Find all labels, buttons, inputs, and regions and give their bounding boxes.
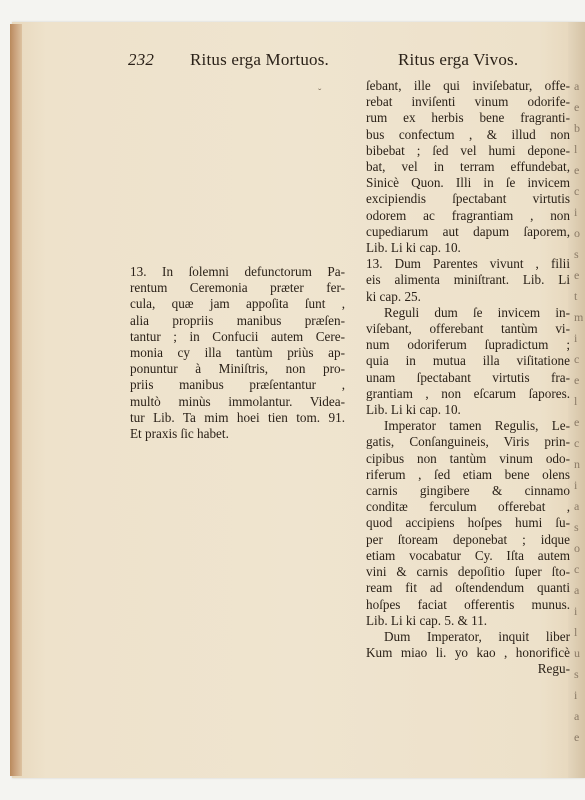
bleed-letter: e xyxy=(574,163,580,177)
text-line: hoſpes faciat offerentis munus. xyxy=(366,596,570,612)
bleed-through-edge-text xyxy=(574,80,584,752)
text-line: Imperator tamen Regulis, Le- xyxy=(384,418,570,434)
text-line: tur Lib. Ta mim hoei tien tom. 91. xyxy=(130,409,345,425)
bleed-letter: a xyxy=(574,79,580,93)
bleed-letter: o xyxy=(574,541,580,555)
bleed-letter: u xyxy=(574,646,580,660)
text-line: Sinicè Quon. Illi in ſe invicem xyxy=(366,175,570,191)
bleed-letter: s xyxy=(574,520,579,534)
text-line: grantiam , non eſcarum ſapores. xyxy=(366,385,570,401)
page-number: 232 xyxy=(128,50,155,69)
text-line: Lib. Li ki cap. 10. xyxy=(366,402,461,418)
paragraph-imperator xyxy=(366,418,570,629)
text-line: per ſtoream deponebat ; idque xyxy=(366,531,570,547)
text-line: quia in mutua illa viſitatione xyxy=(366,353,570,369)
text-line: num odoriferum ſupradictum ; xyxy=(366,337,570,353)
text-line: carnis gingibere & cinnamo xyxy=(366,483,570,499)
bleed-letter: s xyxy=(574,247,579,261)
bleed-letter: l xyxy=(574,394,578,408)
text-line: vini & carnis depoſitio ſuper ſto- xyxy=(366,564,570,580)
left-column-text xyxy=(130,264,345,442)
bleed-letter: e xyxy=(574,373,580,387)
text-line: multò minùs immolantur. Videa- xyxy=(130,393,345,409)
paragraph-13-parents xyxy=(366,256,570,305)
bleed-letter: e xyxy=(574,730,580,744)
bleed-letter: i xyxy=(574,205,578,219)
bleed-letter: l xyxy=(574,625,578,639)
text-line: ki cap. 25. xyxy=(366,288,421,304)
bleed-letter: c xyxy=(574,184,580,198)
text-line: eis alimenta miniſtrant. Lib. Li xyxy=(366,272,570,288)
printer-ornament-mark: ˇ xyxy=(318,88,322,99)
text-line: rebat inviſenti vinum odorife- xyxy=(366,94,570,110)
bleed-letter: b xyxy=(574,121,580,135)
right-column-text xyxy=(366,78,570,678)
text-line: rentum Ceremonia præter fer- xyxy=(130,280,345,296)
text-line: ſebant, ille qui inviſebatur, offe- xyxy=(366,78,570,93)
text-line: riferum , ſed etiam bene olens xyxy=(366,466,570,482)
text-line: cipibus non tantùm vinum odo- xyxy=(366,450,570,466)
bleed-letter: l xyxy=(574,142,578,156)
text-line: Reguli dum ſe invicem in- xyxy=(384,304,570,320)
bleed-letter: o xyxy=(574,226,580,240)
running-head-left: Ritus erga Mortuos. xyxy=(190,50,330,69)
bleed-letter: i xyxy=(574,478,578,492)
text-line: viſebant, offerebant tantùm vi- xyxy=(366,321,570,337)
bleed-letter: t xyxy=(574,289,578,303)
text-line: excipiendis ſpectabant virtutis xyxy=(366,191,570,207)
text-line: bibebat ; ſed vel humi depone- xyxy=(366,142,570,158)
text-line: Kum miao li. yo kao , honorificè xyxy=(366,645,570,661)
bleed-letter: n xyxy=(574,457,580,471)
text-line: rum ex herbis bene fragranti- xyxy=(366,110,570,126)
text-line: Lib. Li ki cap. 5. & 11. xyxy=(366,612,488,628)
text-line: bus confectum , & illud non xyxy=(366,126,570,142)
bleed-letter: s xyxy=(574,667,579,681)
text-line: quod accipiens hoſpes humi ſu- xyxy=(366,515,570,531)
text-line: 13. In ſolemni defunctorum Pa- xyxy=(130,264,345,279)
text-line: ponuntur à Miniſtris, non pro- xyxy=(130,361,345,377)
text-line: bat, vel in terram effundebat, xyxy=(366,159,570,175)
text-line: cupediarum aut dapum ſaporem, xyxy=(366,223,570,239)
text-line: 13. Dum Parentes vivunt , filii xyxy=(366,256,570,272)
text-line: tantur ; in Confucii autem Cere- xyxy=(130,328,345,344)
text-line: Et praxis ſic habet. xyxy=(130,426,229,442)
bleed-letter: i xyxy=(574,688,578,702)
text-line: Lib. Li ki cap. 10. xyxy=(366,240,461,256)
bleed-letter: c xyxy=(574,562,580,576)
paragraph-visit-wine xyxy=(366,78,570,256)
bleed-letter: c xyxy=(574,352,580,366)
bleed-letter: e xyxy=(574,415,580,429)
text-line: etiam vocabatur Cy. Iſta autem xyxy=(366,547,570,563)
bleed-letter: a xyxy=(574,709,580,723)
bleed-letter: m xyxy=(574,310,584,324)
text-line: ream fit ad oſtendendum quanti xyxy=(366,580,570,596)
text-line: conditæ ferculum offerebat , xyxy=(366,499,570,515)
page-binding-edge xyxy=(10,24,22,776)
bleed-letter: i xyxy=(574,331,578,345)
paragraph-reguli xyxy=(366,305,570,418)
text-line: cula, quæ jam appoſita ſunt , xyxy=(130,296,345,312)
bleed-letter: a xyxy=(574,583,580,597)
text-line: odorem ac fragrantiam , non xyxy=(366,207,570,223)
paragraph-dum-imperator xyxy=(366,629,570,678)
bleed-letter: e xyxy=(574,100,580,114)
catchword: Regu- xyxy=(537,661,570,677)
text-line: Dum Imperator, inquit liber xyxy=(384,628,570,644)
bleed-letter: a xyxy=(574,499,580,513)
text-line: unam ſpectabant virtutis fra- xyxy=(366,369,570,385)
text-line: monia cy illa tantùm priùs ap- xyxy=(130,345,345,361)
bleed-letter: e xyxy=(574,268,580,282)
text-line: priis manibus præſentantur , xyxy=(130,377,345,393)
text-line: gatis, Conſanguineis, Viris prin- xyxy=(366,434,570,450)
bleed-letter: i xyxy=(574,604,578,618)
running-head-right: Ritus erga Vivos. xyxy=(398,50,519,69)
bleed-letter: c xyxy=(574,436,580,450)
text-line: alia propriis manibus præſen- xyxy=(130,312,345,328)
